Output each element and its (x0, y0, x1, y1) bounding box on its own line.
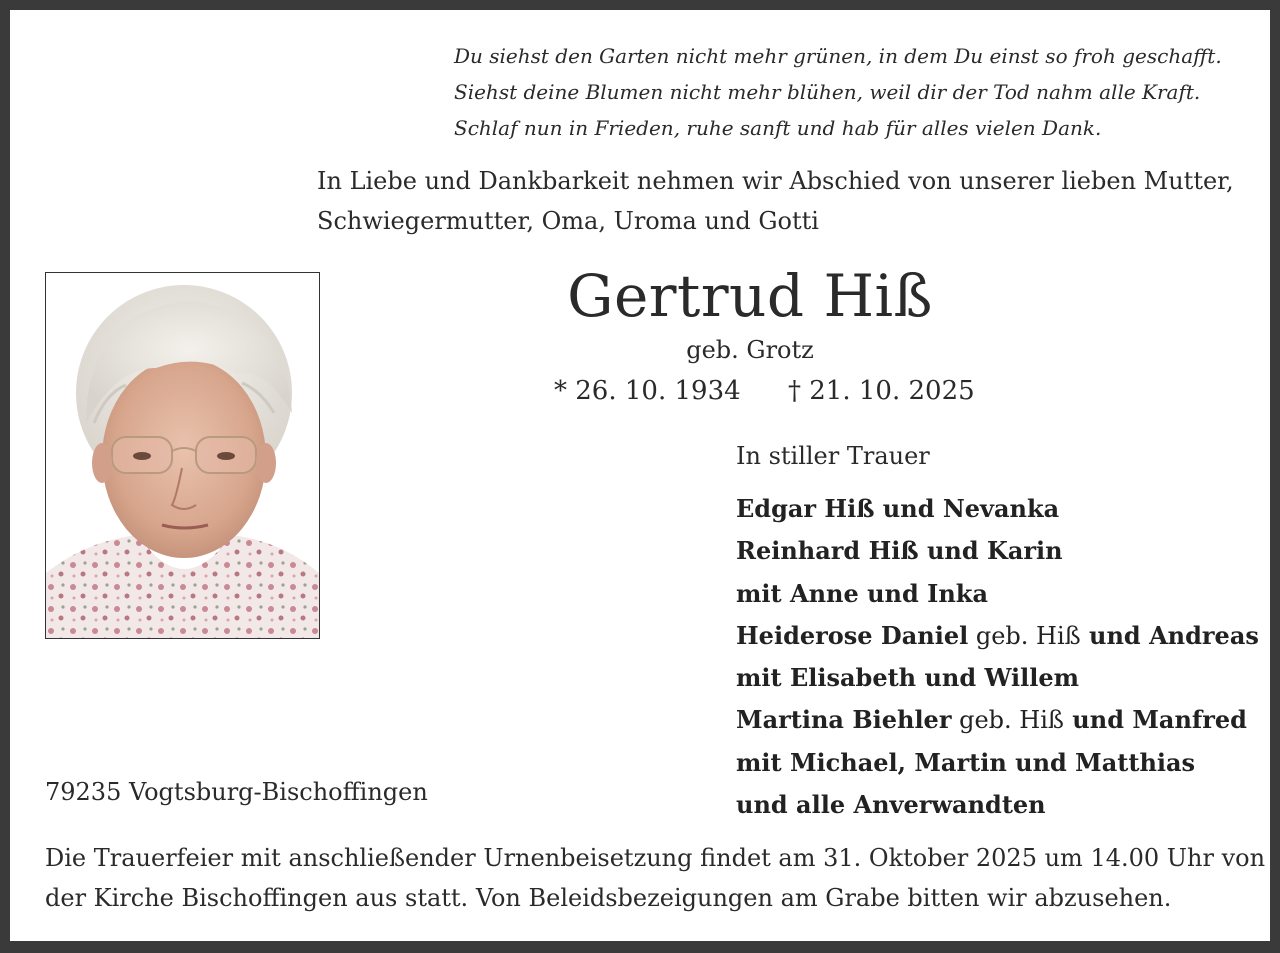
mourner-line (736, 488, 1259, 530)
mourner-maiden: geb. Hiß (951, 706, 1064, 735)
intro-line: Schwiegermutter, Oma, Uroma und Gotti (317, 207, 819, 235)
mourner-line (736, 699, 1259, 741)
mourner-name: mit Anne und Inka (736, 578, 988, 608)
mourner-line (736, 657, 1259, 699)
intro-text (317, 161, 1234, 241)
mourner-line (736, 784, 1259, 826)
birth-date: * 26. 10. 1934 (554, 376, 741, 406)
mourner-line (736, 742, 1259, 784)
place-line: 79235 Vogtsburg-Bischoffingen (45, 778, 428, 806)
mourner-line (736, 530, 1259, 572)
mourner-name: mit Elisabeth und Willem (736, 663, 1080, 693)
mourner-line (736, 615, 1259, 657)
funeral-notice (45, 838, 1266, 918)
portrait-photo (45, 272, 320, 639)
mourners-list (736, 488, 1259, 826)
mourner-name: Martina Biehler (736, 705, 952, 735)
mourner-name: Edgar Hiß und Nevanka (736, 494, 1060, 523)
mourner-partner: und Manfred (1063, 705, 1247, 735)
poem-line: Siehst deine Blumen nicht mehr blühen, weil dir der Tod nahm alle Kraft. (454, 80, 1201, 104)
mourner-name: und alle Anverwandten (736, 790, 1046, 820)
intro-line: In Liebe und Dankbarkeit nehmen wir Abschied von unserer lieben Mutter, (317, 167, 1234, 195)
maiden-name: geb. Grotz (686, 336, 814, 364)
death-date: † 21. 10. 2025 (788, 376, 975, 406)
deceased-name: Gertrud Hiß (567, 262, 933, 330)
mourner-name: mit Michael, Martin und Matthias (736, 747, 1196, 777)
notice-line: Die Trauerfeier mit anschließender Urnenbeisetzung findet am 31. Oktober 2025 um 14.00 Uhr von (45, 844, 1266, 872)
mourner-line (736, 573, 1259, 615)
mourner-maiden: geb. Hiß (968, 621, 1081, 650)
notice-line: der Kirche Bischoffingen aus statt. Von Beleidsbezeigungen am Grabe bitten wir abzusehen. (45, 884, 1172, 912)
mourner-partner: und Andreas (1080, 620, 1259, 650)
poem (454, 38, 1222, 146)
obituary-card (10, 10, 1270, 941)
mourner-name: Heiderose Daniel (736, 620, 969, 650)
mourner-name: Reinhard Hiß und Karin (736, 536, 1063, 566)
poem-line: Schlaf nun in Frieden, ruhe sanft und hab für alles vielen Dank. (454, 116, 1102, 140)
poem-line: Du siehst den Garten nicht mehr grünen, in dem Du einst so froh geschafft. (454, 44, 1222, 68)
mourning-label: In stiller Trauer (736, 442, 930, 470)
